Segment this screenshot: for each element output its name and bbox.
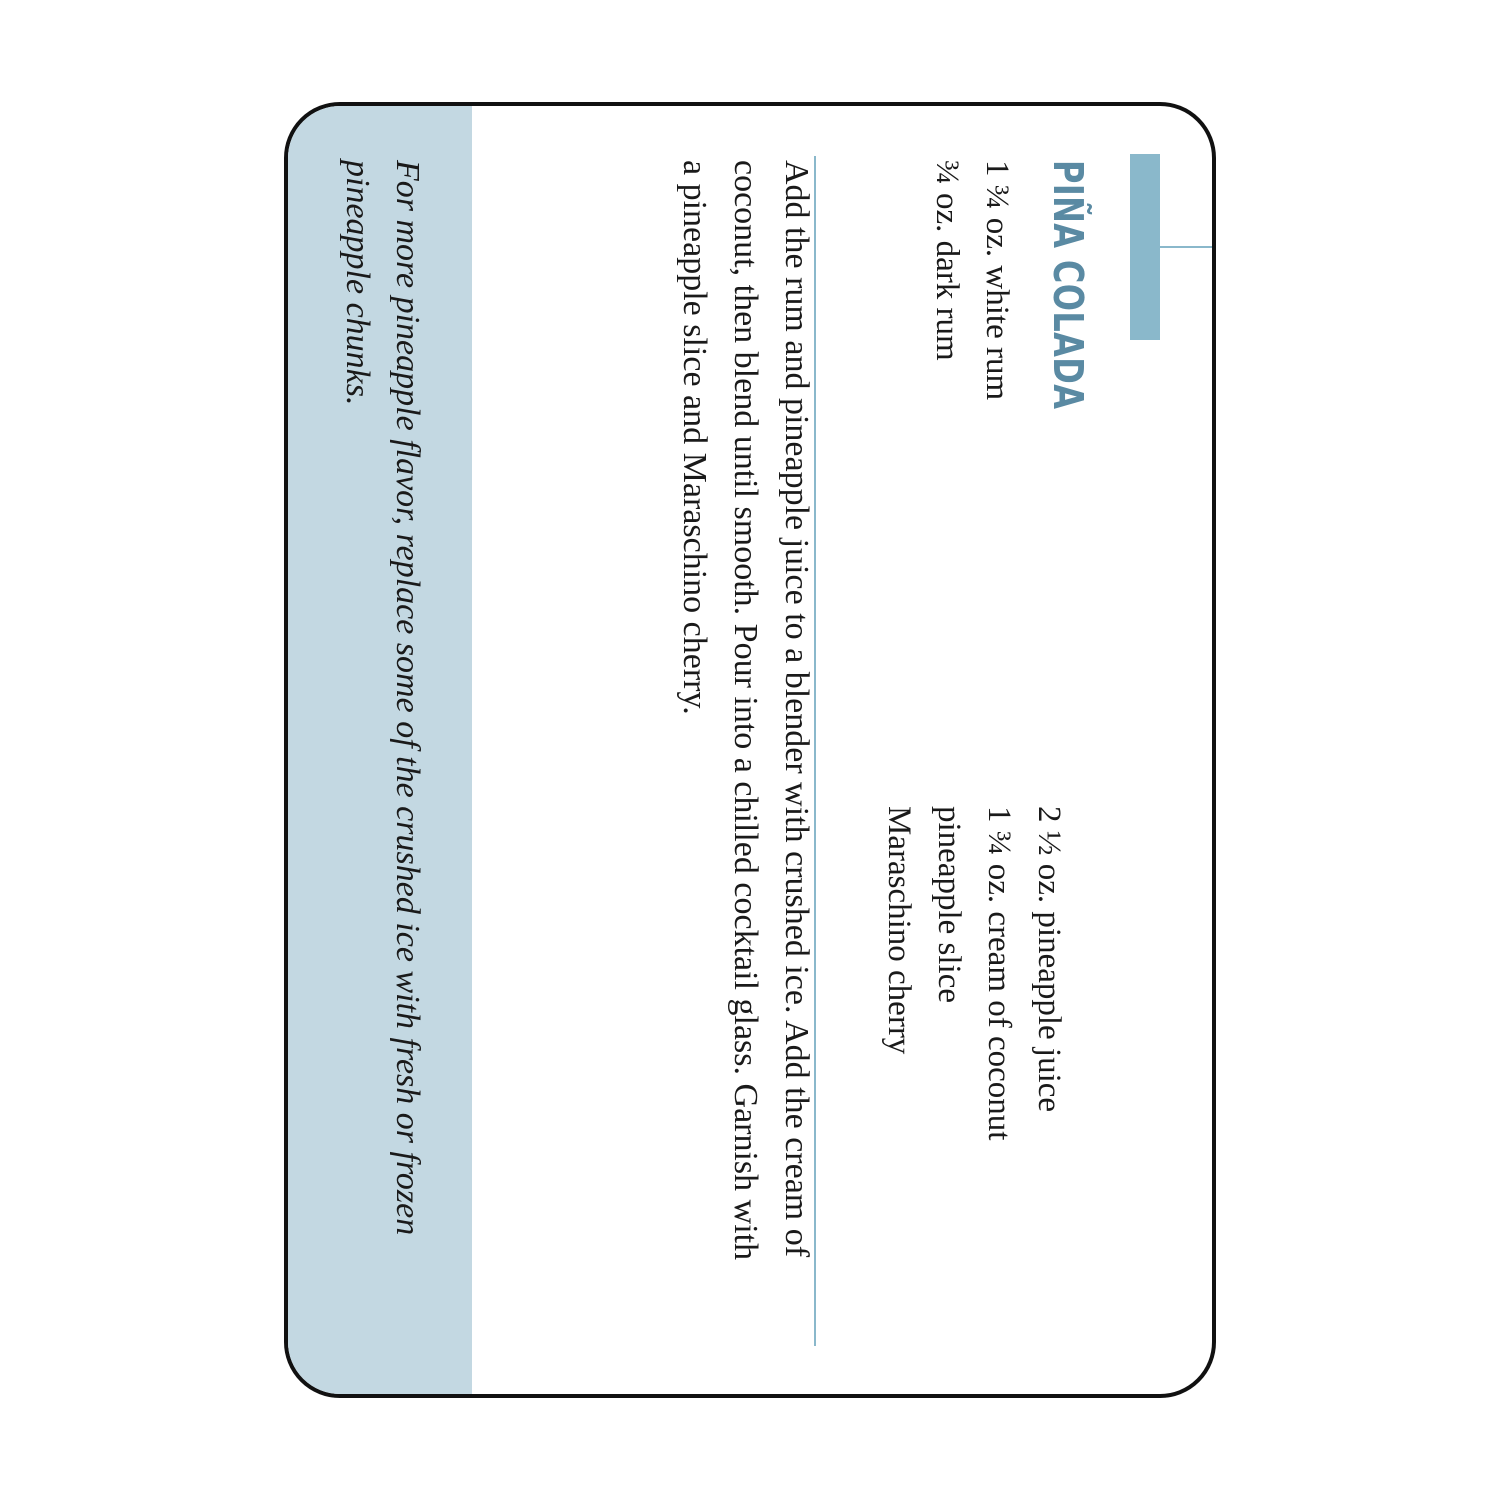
ingredient-item: 2 ½ oz. pineapple juice — [1031, 806, 1067, 1113]
ingredient-item: 1 ¾ oz. white rum — [979, 160, 1015, 401]
ingredients-left — [922, 160, 1022, 400]
ingredient-item: pineapple slice — [931, 806, 967, 1004]
ingredients-right — [874, 806, 1074, 1140]
recipe-title: PIÑA COLADA — [1044, 160, 1092, 410]
recipe-card — [284, 102, 1216, 1398]
ingredient-item: ¾ oz. dark rum — [929, 160, 965, 361]
recipe-tip: For more pineapple flavor, replace some of the crushed ice with fresh or frozen pineapple chunks. — [339, 160, 426, 1236]
recipe-instructions: Add the rum and pineapple juice to a blender with crushed ice. Add the cream of coconut, then blend until smooth. Pour into a chilled cocktail glass. Garnish with a pineapple slice and Maraschino cherry. — [676, 160, 815, 1261]
ingredient-item: 1 ¾ oz. cream of coconut — [981, 806, 1017, 1141]
ingredient-item: Maraschino cherry — [881, 806, 917, 1055]
card-content — [288, 106, 1216, 1398]
